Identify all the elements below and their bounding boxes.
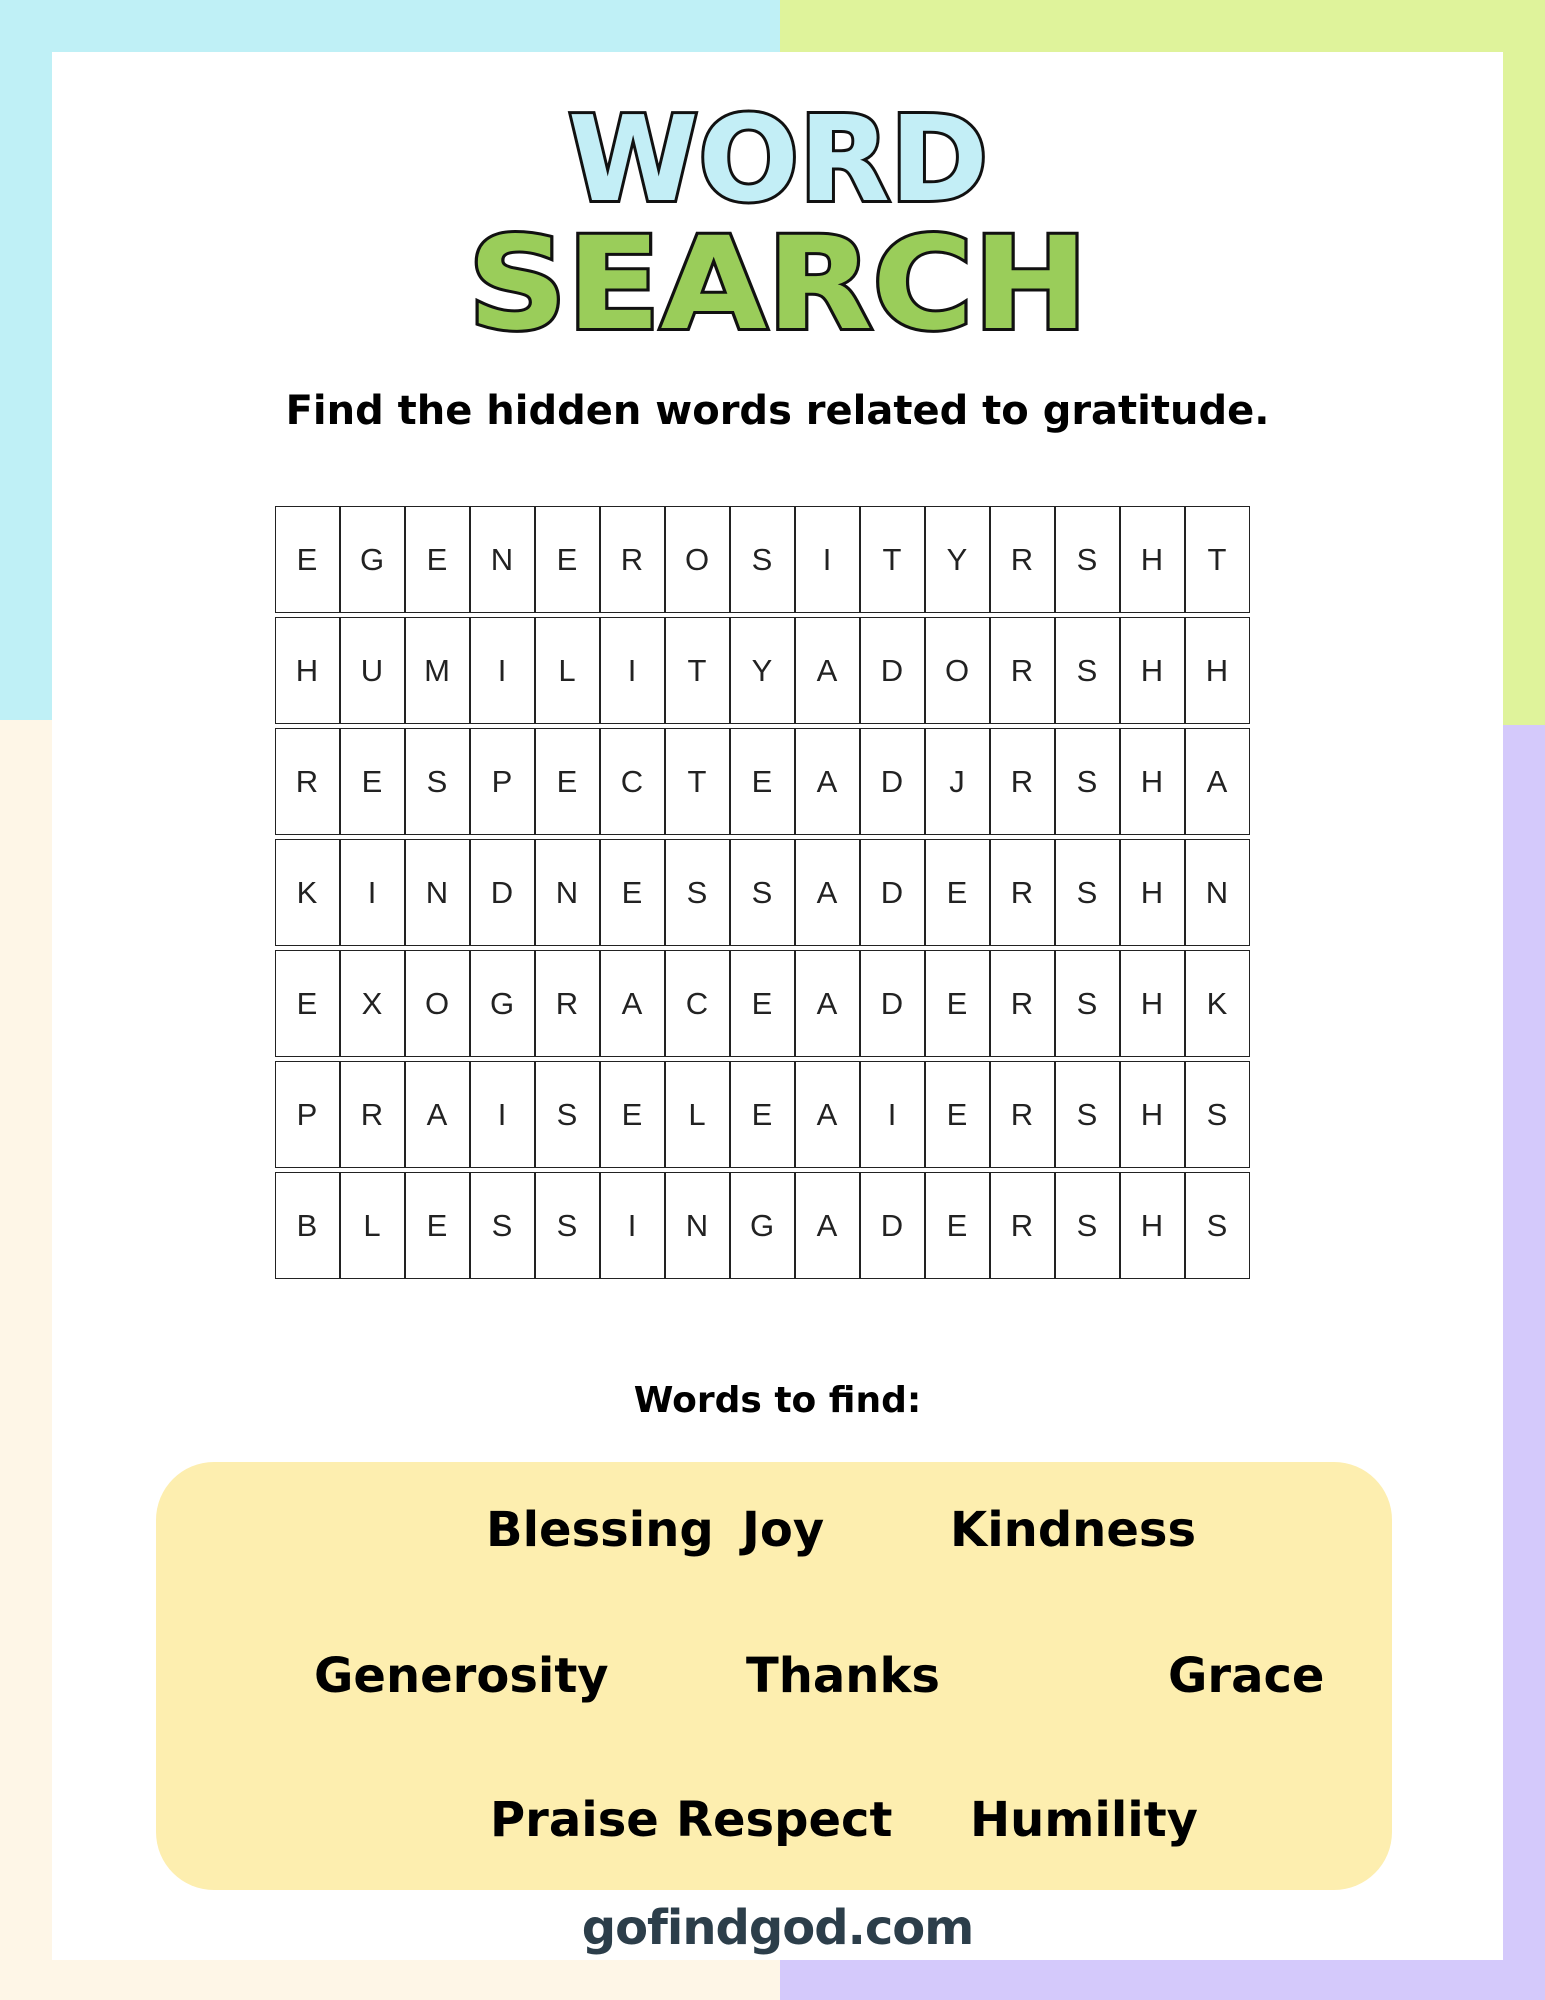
grid-cell: S <box>1055 728 1120 835</box>
grid-cell: M <box>405 617 470 724</box>
grid-cell: S <box>665 839 730 946</box>
grid-cell: P <box>275 1061 340 1168</box>
grid-cell: R <box>535 950 600 1057</box>
grid-cell: N <box>405 839 470 946</box>
grid-cell: H <box>1120 506 1185 613</box>
grid-cell: U <box>340 617 405 724</box>
grid-cell: A <box>795 617 860 724</box>
grid-cell: D <box>860 1172 925 1279</box>
grid-cell: A <box>795 839 860 946</box>
word-grace: Grace <box>1168 1648 1325 1704</box>
grid-cell: R <box>990 617 1055 724</box>
grid-cell: K <box>1185 950 1250 1057</box>
grid-cell: E <box>730 728 795 835</box>
grid-cell: T <box>665 617 730 724</box>
grid-cell: G <box>730 1172 795 1279</box>
grid-cell: I <box>600 1172 665 1279</box>
grid-cell: D <box>860 617 925 724</box>
grid-cell: R <box>990 1061 1055 1168</box>
grid-cell: N <box>665 1172 730 1279</box>
grid-cell: S <box>1055 839 1120 946</box>
grid-cell: J <box>925 728 990 835</box>
grid-cell: D <box>860 728 925 835</box>
grid-cell: S <box>1055 950 1120 1057</box>
word-kindness: Kindness <box>950 1502 1197 1558</box>
grid-cell: E <box>600 1061 665 1168</box>
word-humility: Humility <box>970 1792 1198 1848</box>
grid-cell: L <box>535 617 600 724</box>
grid-cell: G <box>470 950 535 1057</box>
grid-cell: O <box>665 506 730 613</box>
grid-cell: E <box>730 1061 795 1168</box>
grid-cell: L <box>665 1061 730 1168</box>
grid-cell: A <box>405 1061 470 1168</box>
grid-cell: S <box>730 839 795 946</box>
grid-cell: H <box>1120 1172 1185 1279</box>
grid-cell: S <box>730 506 795 613</box>
grid-cell: A <box>795 1172 860 1279</box>
grid-cell: N <box>1185 839 1250 946</box>
grid-cell: P <box>470 728 535 835</box>
grid-cell: Y <box>925 506 990 613</box>
grid-cell: O <box>405 950 470 1057</box>
words-label: Words to find: <box>633 1380 922 1421</box>
grid-cell: S <box>470 1172 535 1279</box>
letter-grid <box>276 504 1251 1281</box>
instructions: Find the hidden words related to gratitude. <box>285 388 1270 434</box>
grid-cell: H <box>1120 1061 1185 1168</box>
grid-cell: H <box>1120 839 1185 946</box>
word-generosity: Generosity <box>314 1648 609 1704</box>
grid-cell: R <box>600 506 665 613</box>
grid-cell: R <box>275 728 340 835</box>
grid-cell: H <box>1120 728 1185 835</box>
grid-cell: L <box>340 1172 405 1279</box>
word-praise: Praise <box>490 1792 659 1848</box>
grid-cell: C <box>600 728 665 835</box>
grid-cell: E <box>275 950 340 1057</box>
grid-cell: R <box>990 1172 1055 1279</box>
word-thanks: Thanks <box>746 1648 940 1704</box>
grid-cell: H <box>275 617 340 724</box>
grid-cell: S <box>1055 1172 1120 1279</box>
grid-cell: S <box>1055 617 1120 724</box>
grid-cell: H <box>1185 617 1250 724</box>
grid-cell: Y <box>730 617 795 724</box>
grid-cell: E <box>405 1172 470 1279</box>
grid-cell: R <box>990 839 1055 946</box>
worksheet <box>52 52 1503 1960</box>
grid-cell: I <box>340 839 405 946</box>
grid-cell: S <box>1055 1061 1120 1168</box>
title-search: SEARCH <box>468 210 1088 359</box>
grid-cell: R <box>990 506 1055 613</box>
grid-cell: E <box>405 506 470 613</box>
grid-cell: T <box>665 728 730 835</box>
grid-cell: O <box>925 617 990 724</box>
grid-cell: E <box>275 506 340 613</box>
grid-cell: A <box>795 1061 860 1168</box>
grid-cell: S <box>1185 1172 1250 1279</box>
grid-cell: I <box>860 1061 925 1168</box>
grid-cell: R <box>340 1061 405 1168</box>
grid-cell: S <box>535 1061 600 1168</box>
grid-cell: A <box>795 950 860 1057</box>
grid-cell: E <box>925 1061 990 1168</box>
word-joy: Joy <box>742 1502 825 1558</box>
grid-cell: S <box>1185 1061 1250 1168</box>
grid-cell: S <box>1055 506 1120 613</box>
word-blessing: Blessing <box>486 1502 714 1558</box>
grid-cell: X <box>340 950 405 1057</box>
grid-cell: A <box>1185 728 1250 835</box>
grid-cell: S <box>535 1172 600 1279</box>
grid-cell: H <box>1120 617 1185 724</box>
grid-cell: D <box>860 839 925 946</box>
website-link[interactable]: gofindgod.com <box>581 1900 974 1956</box>
grid-cell: I <box>600 617 665 724</box>
word-list <box>156 1462 1392 1890</box>
word-respect: Respect <box>676 1792 893 1848</box>
grid-cell: A <box>600 950 665 1057</box>
grid-cell: E <box>730 950 795 1057</box>
grid-cell: T <box>860 506 925 613</box>
grid-cell: S <box>405 728 470 835</box>
grid-cell: E <box>925 1172 990 1279</box>
grid-cell: D <box>860 950 925 1057</box>
grid-cell: E <box>340 728 405 835</box>
grid-cell: E <box>600 839 665 946</box>
grid-cell: E <box>535 506 600 613</box>
grid-cell: I <box>470 617 535 724</box>
grid-cell: N <box>535 839 600 946</box>
grid-cell: C <box>665 950 730 1057</box>
grid-cell: E <box>925 950 990 1057</box>
grid-cell: H <box>1120 950 1185 1057</box>
grid-cell: D <box>470 839 535 946</box>
title-word: WORD <box>568 90 988 228</box>
grid-cell: E <box>535 728 600 835</box>
title-logo <box>52 52 1503 372</box>
grid-cell: E <box>925 839 990 946</box>
grid-cell: T <box>1185 506 1250 613</box>
grid-cell: I <box>470 1061 535 1168</box>
grid-cell: R <box>990 728 1055 835</box>
grid-cell: I <box>795 506 860 613</box>
grid-cell: G <box>340 506 405 613</box>
grid-cell: B <box>275 1172 340 1279</box>
grid-cell: R <box>990 950 1055 1057</box>
grid-cell: A <box>795 728 860 835</box>
grid-cell: N <box>470 506 535 613</box>
grid-cell: K <box>275 839 340 946</box>
